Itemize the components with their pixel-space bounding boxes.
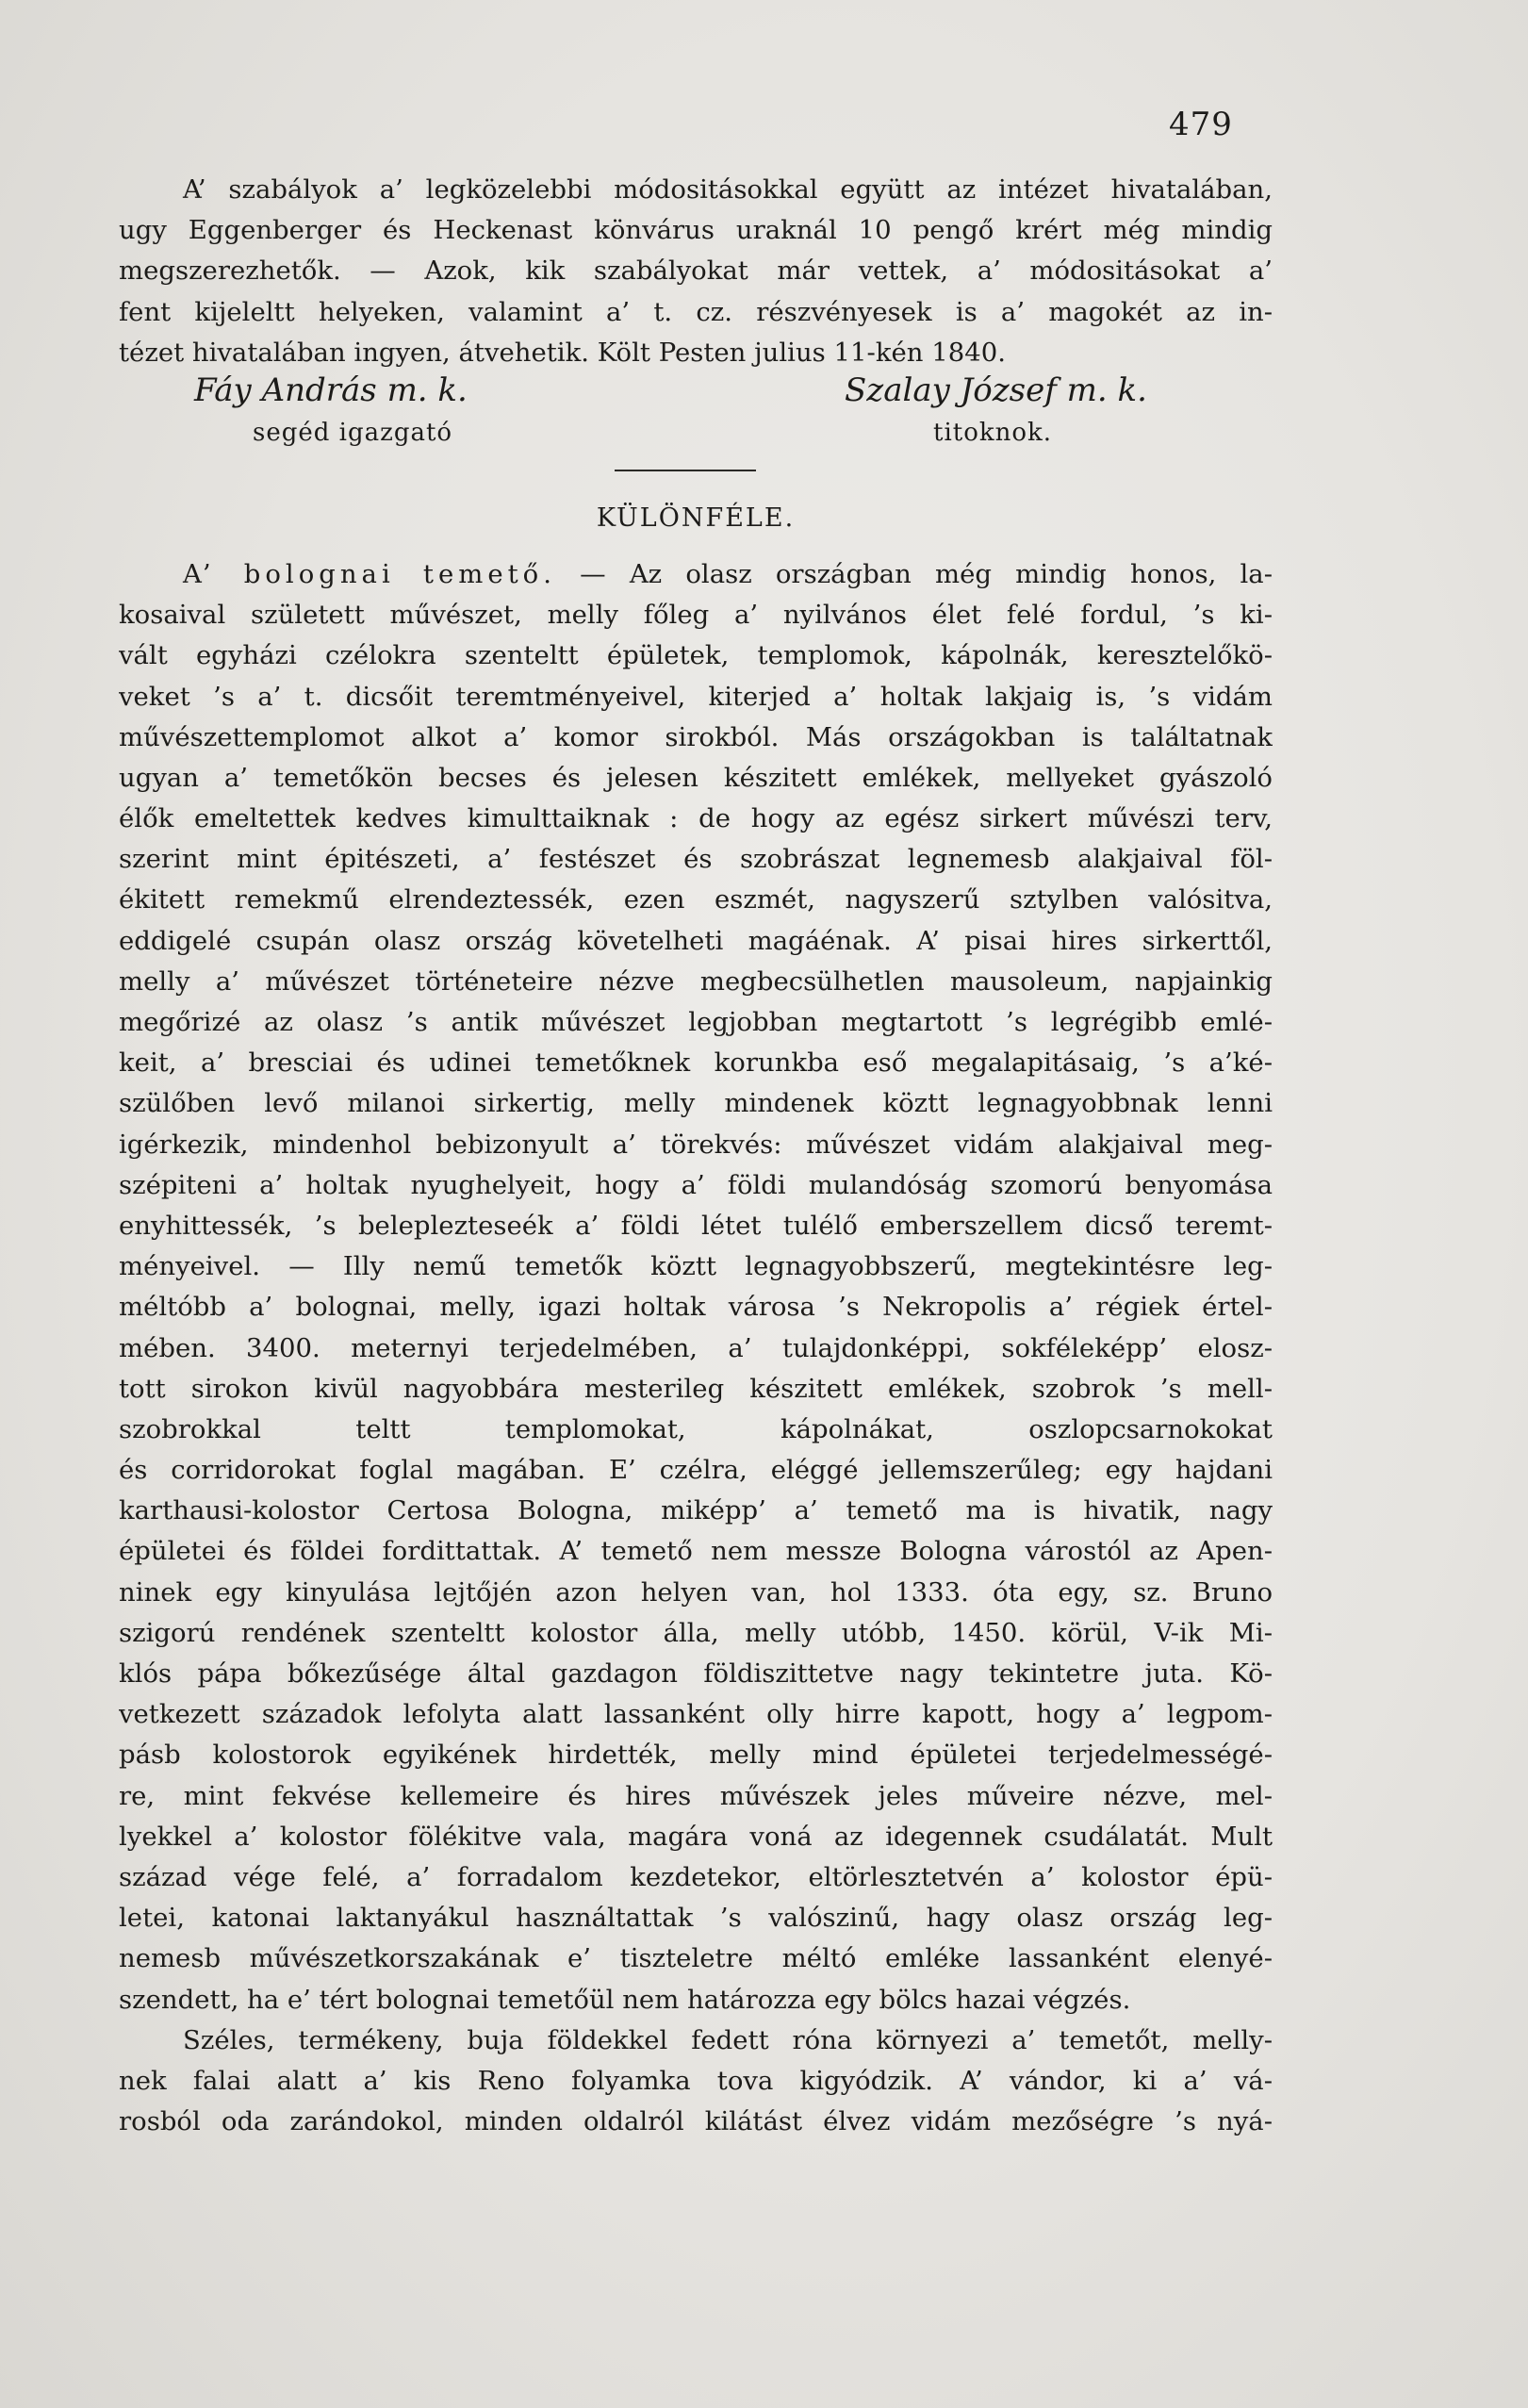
text-line: szülőben levő milanoi sirkertig, melly mindenek köztt legnagyobbnak lenni [119, 1088, 1273, 1119]
text-line: lyekkel a’ kolostor fölékitve vala, magára voná az idegennek csudálatát. Mult [119, 1821, 1273, 1852]
signature-name-left: Fáy András m. k. [194, 371, 468, 409]
text-line [119, 554, 1273, 595]
text-line: ményeivel. — Illy nemű temetők köztt legnagyobbszerű, megtekintésre leg- [119, 1251, 1273, 1282]
text-line: rosból oda zarándokol, minden oldalról kilátást élvez vidám mezőségre ’s nyá- [119, 2106, 1273, 2137]
text-line: szépiteni a’ holtak nyughelyeit, hogy a’ földi mulandóság szomorú benyomása [119, 1169, 1273, 1200]
text-line: ninek egy kinyulása lejtőjén azon helyen van, hol 1333. óta egy, sz. Bruno [119, 1576, 1273, 1608]
text-line: század vége felé, a’ forradalom kezdetekor, eltörlesztetvén a’ kolostor épü- [119, 1861, 1273, 1892]
text-line: keit, a’ bresciai és udinei temetőknek korunkba eső megalapitásaig, ’s a’ké- [119, 1047, 1273, 1079]
article-first-line-text: — Az olasz országban még mindig honos, la- [555, 558, 1273, 589]
text-line: klós pápa bőkezűsége által gazdagon földiszittetve nagy tekintetre juta. Kö- [119, 1658, 1273, 1689]
signature-name-right: Szalay József m. k. [845, 371, 1147, 409]
text-line: ugy Eggenberger és Heckenast könvárus uraknál 10 pengő krért még mindig [119, 215, 1273, 246]
text-line: mében. 3400. meternyi terjedelmében, a’ tulajdonképpi, sokféleképp’ elosz- [119, 1332, 1273, 1363]
text-line: és corridorokat foglal magában. E’ czélra, eléggé jellemszerűleg; egy hajdani [119, 1455, 1273, 1486]
text-line: letei, katonai laktanyákul használtattak ’s valószinű, hagy olasz ország leg- [119, 1903, 1273, 1934]
text-block [119, 170, 1273, 2142]
text-line: vált egyházi czélokra szenteltt épületek, templomok, kápolnák, keresztelőkö- [119, 640, 1273, 671]
text-line: vetkezett századok lefolyta alatt lassanként olly hirre kapott, hogy a’ legpom- [119, 1699, 1273, 1730]
text-line: kosaival született művészet, melly főleg a’ nyilvános élet felé fordul, ’s ki- [119, 600, 1273, 631]
text-line: Széles, termékeny, buja földekkel fedett róna környezi a’ temetőt, melly- [183, 2024, 1273, 2055]
text-line: ékitett remekmű elrendeztessék, ezen eszmét, nagyszerű sztylben valósitva, [119, 884, 1273, 915]
section-divider [615, 470, 756, 471]
text-line: élők emeltettek kedves kimulttaiknak : de hogy az egész sirkert művészi terv, [119, 803, 1273, 834]
text-line: fent kijeleltt helyeken, valamint a’ t. cz. részvényesek is a’ magokét az in- [119, 296, 1273, 327]
text-line: szerint mint épitészeti, a’ festészet és szobrászat legnemesb alakjaival föl- [119, 844, 1273, 875]
text-line: művészettemplomot alkot a’ komor sirokból. Más országokban is találtatnak [119, 721, 1273, 752]
text-line: szigorú rendének szenteltt kolostor álla, melly utóbb, 1450. körül, V-ik Mi- [119, 1617, 1273, 1648]
signature-title-right: titoknok. [933, 418, 1053, 447]
text-line: tott sirokon kivül nagyobbára mesterileg készitett emlékek, szobrok ’s mell- [119, 1373, 1273, 1404]
signature-names [119, 371, 1273, 415]
signature-title-left: segéd igazgató [253, 418, 453, 447]
text-line: ugyan a’ temetőkön becses és jelesen készitett emlékek, mellyeket gyászoló [119, 762, 1273, 793]
text-line: A’ szabályok a’ legközelebbi módositásokkal együtt az intézet hivatalában, [183, 174, 1273, 205]
text-line: szobrokkal teltt templomokat, kápolnákat, oszlopcsarnokokat [119, 1413, 1273, 1444]
text-line: megőrizé az olasz ’s antik művészet legjobban megtartott ’s legrégibb emlé- [119, 1007, 1273, 1037]
text-line: szendett, ha e’ tért bolognai temetőül nem határozza egy bölcs hazai végzés. [119, 1984, 1131, 2015]
signature-titles [119, 415, 1273, 464]
section-heading: KÜLÖNFÉLE. [596, 503, 796, 533]
text-line: nek falai alatt a’ kis Reno folyamka tova kigyódzik. A’ vándor, ki a’ vá- [119, 2065, 1273, 2096]
text-line: re, mint fekvése kellemeire és hires művészek jeles műveire nézve, mel- [119, 1780, 1273, 1811]
notice-paragraph [119, 170, 1273, 373]
text-line: megszerezhetők. — Azok, kik szabályokat már vettek, a’ módositásokat a’ [119, 256, 1273, 287]
text-line: melly a’ művészet történeteire nézve megbecsülhetlen mausoleum, napjainkig [119, 965, 1273, 997]
text-line: veket ’s a’ t. dicsőit teremtményeivel, kiterjed a’ holtak lakjaig is, ’s vidám [119, 681, 1273, 712]
article-body [119, 554, 1273, 2142]
text-line: igérkezik, mindenhol bebizonyult a’ törekvés: művészet vidám alakjaival meg- [119, 1129, 1273, 1160]
text-line: épületei és földei fordittattak. A’ temető nem messze Bologna várostól az Apen- [119, 1536, 1273, 1567]
text-line: méltóbb a’ bolognai, melly, igazi holtak városa ’s Nekropolis a’ régiek értel- [119, 1292, 1273, 1323]
text-line: nemesb művészetkorszakának e’ tiszteletre méltó emléke lassanként elenyé- [119, 1943, 1273, 1974]
text-line: karthausi-kolostor Certosa Bologna, miképp’ a’ temető ma is hivatik, nagy [119, 1495, 1273, 1526]
text-line: enyhittessék, ’s beleplezteseék a’ földi létet tulélő emberszellem dicső teremt- [119, 1210, 1273, 1241]
text-line: tézet hivatalában ingyen, átvehetik. Költ Pesten julius 11-kén 1840. [119, 337, 1006, 368]
article-title: A’ bolognai temető. [183, 558, 556, 589]
text-line: eddigelé csupán olasz ország követelheti magáénak. A’ pisai hires sirkerttől, [119, 925, 1273, 956]
page-number: 479 [1169, 106, 1233, 143]
text-line: pásb kolostorok egyikének hirdették, melly mind épületei terjedelmességé- [119, 1740, 1273, 1771]
